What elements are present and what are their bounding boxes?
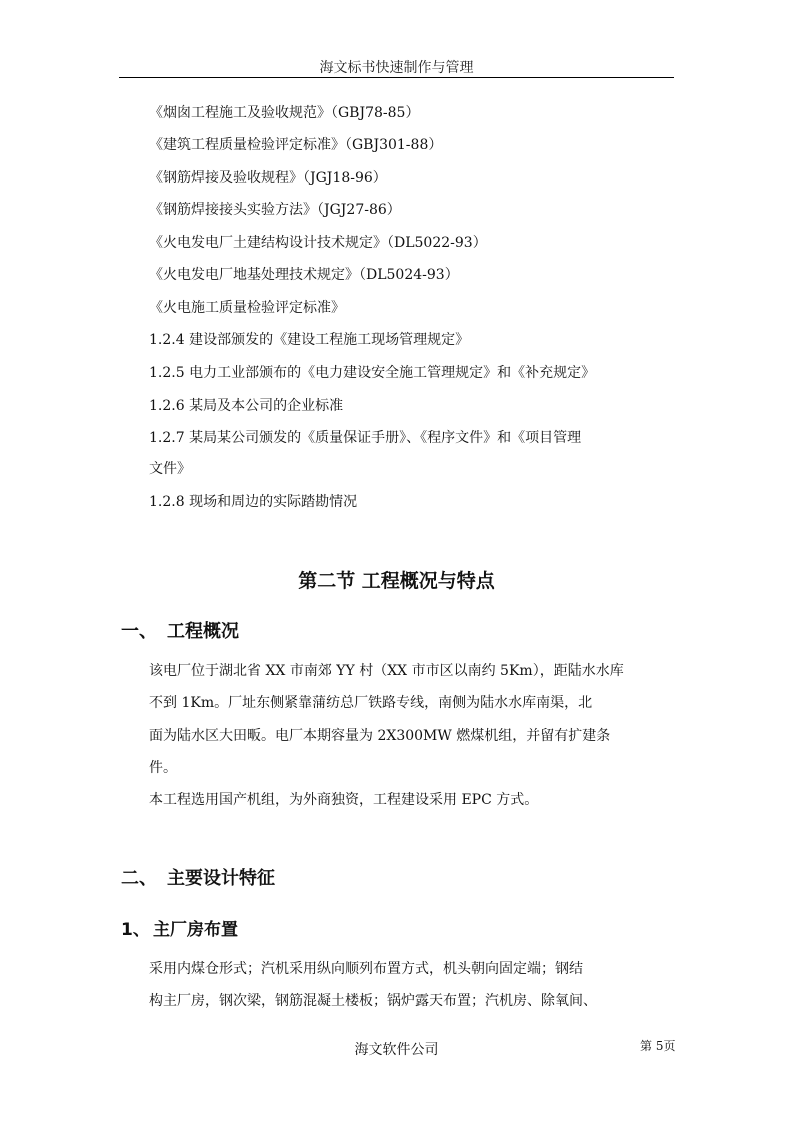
list-item: 1.2.4 建设部颁发的《建设工程施工现场管理规定》 [149,332,470,348]
paragraph-line: 采用内煤仓形式；汽机采用纵向顺列布置方式，机头朝向固定端；钢结 [149,961,583,977]
subsection-title: 工程概况 [167,621,239,642]
sub-subsection-number: 1、 [121,920,150,940]
sub-subsection-heading [121,915,238,940]
list-item: 1.2.8 现场和周边的实际踏勘情况 [149,494,358,510]
paragraph-line: 件。 [149,760,177,776]
footer-company: 海文软件公司 [354,1042,439,1058]
page-number: 第 5页 [640,1039,676,1053]
sub-subsection-title: 主厂房布置 [153,920,238,940]
paragraph-line: 面为陆水区大田畈。电厂本期容量为 2X300MW 燃煤机组，并留有扩建条 [149,728,611,744]
reference-item: 《火电发电厂地基处理技术规定》（DL5024-93） [149,267,459,283]
subsection-number: 一、 [121,621,157,642]
list-item: 1.2.6 某局及本公司的企业标准 [149,398,344,414]
paragraph-line: 构主厂房，钢次梁，钢筋混凝土楼板；锅炉露天布置；汽机房、除氧间、 [149,993,597,1009]
reference-item: 《钢筋焊接及验收规程》（JGJ18-96） [149,170,387,186]
list-item-continuation: 文件》 [149,461,191,477]
paragraph-line: 不到 1Km。厂址东侧紧靠蒲纺总厂铁路专线，南侧为陆水水库南渠，北 [149,695,593,711]
subsection-number: 二、 [121,868,157,889]
reference-item: 《钢筋焊接接头实验方法》（JGJ27-86） [149,202,401,218]
section-title: 第二节 工程概况与特点 [298,570,495,592]
header-divider [119,77,674,78]
subsection-heading [121,864,275,890]
paragraph-line: 该电厂位于湖北省 XX 市南郊 YY 村（XX 市市区以南约 5Km），距陆水水库 [149,663,624,679]
subsection-title: 主要设计特征 [167,868,275,889]
paragraph-line: 本工程选用国产机组，为外商独资，工程建设采用 EPC 方式。 [149,792,539,808]
list-item: 1.2.7 某局某公司颁发的《质量保证手册》、《程序文件》和《项目管理 [149,430,582,446]
list-item: 1.2.5 电力工业部颁布的《电力建设安全施工管理规定》和《补充规定》 [149,365,596,381]
reference-item: 《火电施工质量检验评定标准》 [149,300,345,316]
subsection-heading [121,617,239,643]
reference-item: 《烟囱工程施工及验收规范》（GBJ78-85） [149,105,420,121]
reference-item: 《火电发电厂土建结构设计技术规定》（DL5022-93） [149,235,487,251]
reference-item: 《建筑工程质量检验评定标准》（GBJ301-88） [149,137,443,153]
header-title: 海文标书快速制作与管理 [319,60,474,76]
